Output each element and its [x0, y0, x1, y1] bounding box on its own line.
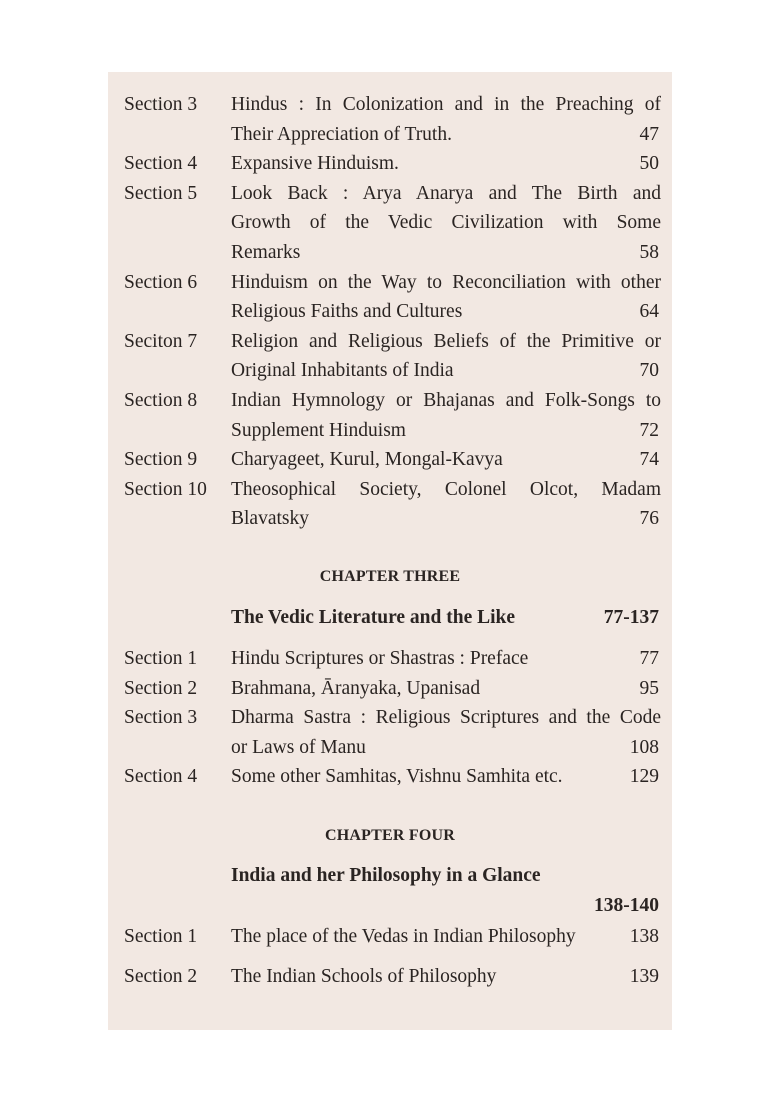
- section-title-line: Theosophical Society, Colonel Olcot, Madam: [231, 478, 661, 500]
- page-number: 76: [639, 508, 659, 530]
- section-title-line: Expansive Hinduism.: [231, 153, 399, 175]
- page-number: 64: [639, 301, 659, 323]
- page-number: 70: [639, 360, 659, 382]
- section-title-line: Hinduism on the Way to Reconciliation with other: [231, 271, 661, 293]
- section-title-line: Indian Hymnology or Bhajanas and Folk-Songs to: [231, 390, 661, 411]
- section-title-line: Brahmana, Āranyaka, Upanisad: [231, 677, 481, 699]
- section-title-line: Supplement Hinduism: [231, 419, 406, 441]
- section-title-line: Charyageet, Kurul, Mongal-Kavya: [231, 449, 503, 471]
- section-title-line: Hindus : In Colonization and in the Preaching of: [231, 94, 661, 115]
- section-title-line: Their Appreciation of Truth.: [231, 123, 452, 145]
- section-label: Seciton 7: [124, 330, 198, 352]
- page-number: 95: [639, 677, 659, 699]
- section-title-line: Some other Samhitas, Vishnu Samhita etc.: [231, 766, 563, 787]
- section-title-line: The place of the Vedas in Indian Philosophy: [231, 926, 576, 947]
- page-number: 108: [629, 736, 659, 758]
- page-number: 74: [639, 449, 659, 471]
- section-title-line: The Indian Schools of Philosophy: [231, 966, 497, 987]
- section-label: Section 10: [124, 478, 207, 500]
- section-label: Section 5: [124, 182, 198, 204]
- page-number: 129: [629, 766, 659, 787]
- section-title-line: Dharma Sastra : Religious Scriptures and the Code: [231, 707, 661, 728]
- section-label: Section 8: [124, 390, 198, 411]
- chapter-four-range: 138-140: [594, 895, 659, 916]
- section-label: Section 4: [124, 153, 198, 175]
- section-title-line: Blavatsky: [231, 508, 309, 530]
- section-label: Section 1: [124, 648, 198, 669]
- section-label: Section 1: [124, 926, 198, 947]
- section-label: Section 2: [124, 677, 198, 699]
- section-title-line: Religious Faiths and Cultures: [231, 301, 463, 323]
- section-label: Section 2: [124, 966, 198, 987]
- section-title-line: Growth of the Vedic Civilization with Some: [231, 212, 661, 234]
- section-title-line: Original Inhabitants of India: [231, 360, 454, 382]
- chapter-four-heading: CHAPTER FOUR: [325, 827, 455, 844]
- page-number: 58: [639, 242, 659, 263]
- section-title-line: Remarks: [231, 242, 301, 263]
- section-label: Section 4: [124, 766, 198, 787]
- chapter-three-title: The Vedic Literature and the Like: [231, 607, 516, 628]
- section-label: Section 3: [124, 94, 198, 115]
- page-number: 138: [629, 926, 659, 947]
- section-title-line: Religion and Religious Beliefs of the Primitive or: [231, 330, 661, 352]
- chapter-four-title: India and her Philosophy in a Glance: [231, 865, 541, 886]
- page-number: 72: [639, 419, 659, 441]
- section-title-line: Look Back : Arya Anarya and The Birth and: [231, 182, 661, 204]
- section-label: Section 9: [124, 449, 198, 471]
- page-number: 47: [639, 123, 659, 145]
- page-number: 77: [639, 648, 659, 669]
- chapter-three-range: 77-137: [603, 607, 659, 628]
- section-title-line: Hindu Scriptures or Shastras : Preface: [231, 648, 529, 669]
- chapter-three-heading: CHAPTER THREE: [319, 568, 461, 585]
- section-label: Section 6: [124, 271, 198, 293]
- section-title-line: or Laws of Manu: [231, 736, 366, 758]
- page-number: 139: [629, 966, 659, 987]
- page-number: 50: [639, 153, 659, 175]
- section-label: Section 3: [124, 707, 198, 728]
